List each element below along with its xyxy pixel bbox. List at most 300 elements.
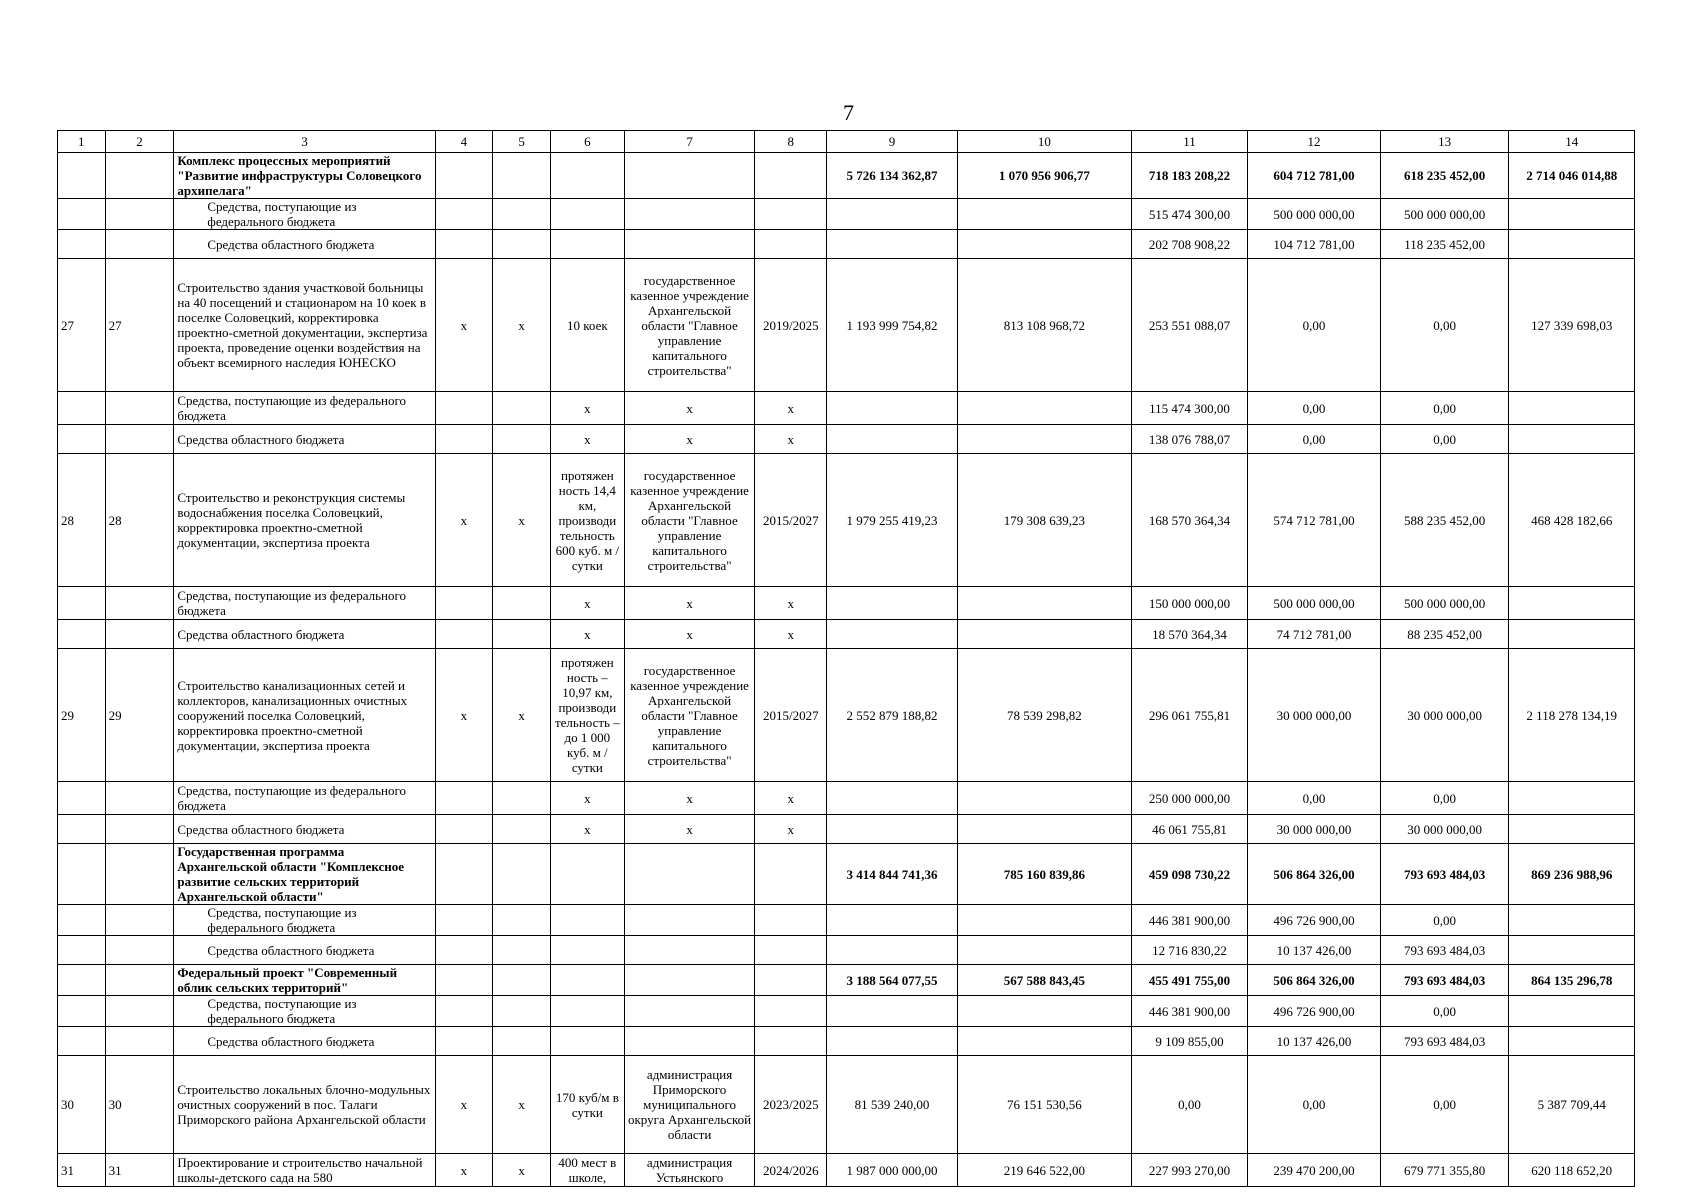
empty-cell (493, 905, 551, 936)
empty-cell (827, 425, 958, 454)
cell-col-10: 1 070 956 906,77 (957, 153, 1131, 199)
empty-cell (105, 620, 174, 649)
cell-col-13: 679 771 355,80 (1380, 1154, 1509, 1187)
empty-cell (435, 965, 493, 996)
cell-col-11: 446 381 900,00 (1131, 905, 1247, 936)
empty-cell (58, 905, 106, 936)
cell-col-3: Строительство локальных блочно-модульных очистных сооружений в пос. Талаги Приморского района Архангельской области (174, 1056, 435, 1154)
empty-cell (550, 199, 624, 230)
cell-col-13: 88 235 452,00 (1380, 620, 1509, 649)
cell-col-1: 30 (58, 1056, 106, 1154)
empty-cell (105, 996, 174, 1027)
cell-col-11: 150 000 000,00 (1131, 587, 1247, 620)
page-number: 7 (843, 100, 854, 125)
empty-cell (624, 965, 755, 996)
empty-cell (957, 587, 1131, 620)
item-row (58, 1154, 1635, 1187)
item-row (58, 1056, 1635, 1154)
cell-col-9: 3 414 844 741,36 (827, 844, 958, 905)
cell-col-13: 588 235 452,00 (1380, 454, 1509, 587)
cell-col-6: х (550, 815, 624, 844)
cell-col-8: х (755, 815, 827, 844)
cell-col-12: 0,00 (1248, 392, 1381, 425)
cell-col-2: 27 (105, 259, 174, 392)
source-row (58, 1027, 1635, 1056)
cell-col-14: 468 428 182,66 (1509, 454, 1635, 587)
empty-cell (827, 587, 958, 620)
cell-col-3: Строительство канализационных сетей и коллекторов, канализационных очистных сооружений поселка Соловецкий, корректировка проектно-сметной документации, экспертиза проекта (174, 649, 435, 782)
cell-col-11: 18 570 364,34 (1131, 620, 1247, 649)
cell-col-6: х (550, 620, 624, 649)
empty-cell (624, 936, 755, 965)
item-row (58, 649, 1635, 782)
empty-cell (105, 199, 174, 230)
empty-cell (550, 905, 624, 936)
cell-col-3: Комплекс процессных мероприятий "Развитие инфраструктуры Соловецкого архипелага" (174, 153, 435, 199)
empty-cell (58, 230, 106, 259)
empty-cell (58, 844, 106, 905)
cell-col-13: 118 235 452,00 (1380, 230, 1509, 259)
cell-col-6: протяжен ность 14,4 км, производи тельность 600 куб. м / сутки (550, 454, 624, 587)
empty-cell (1509, 230, 1635, 259)
empty-cell (957, 996, 1131, 1027)
cell-col-12: 0,00 (1248, 259, 1381, 392)
cell-col-8: х (755, 782, 827, 815)
cell-col-5: х (493, 259, 551, 392)
header-cell: 2 (105, 131, 174, 153)
cell-col-11: 227 993 270,00 (1131, 1154, 1247, 1187)
cell-col-12: 0,00 (1248, 425, 1381, 454)
empty-cell (435, 905, 493, 936)
item-row (58, 259, 1635, 392)
empty-cell (624, 153, 755, 199)
empty-cell (624, 844, 755, 905)
cell-col-13: 0,00 (1380, 905, 1509, 936)
cell-col-3: Федеральный проект "Современный облик сельских территорий" (174, 965, 435, 996)
cell-col-12: 239 470 200,00 (1248, 1154, 1381, 1187)
empty-cell (105, 815, 174, 844)
empty-cell (827, 996, 958, 1027)
cell-col-7: администрация Приморского муниципального округа Архангельской области (624, 1056, 755, 1154)
cell-col-6: 170 куб/м в сутки (550, 1056, 624, 1154)
empty-cell (1509, 620, 1635, 649)
empty-cell (624, 905, 755, 936)
source-row (58, 996, 1635, 1027)
empty-cell (1509, 815, 1635, 844)
empty-cell (755, 996, 827, 1027)
cell-col-12: 30 000 000,00 (1248, 815, 1381, 844)
header-cell: 10 (957, 131, 1131, 153)
cell-col-11: 455 491 755,00 (1131, 965, 1247, 996)
subsrc-row (58, 425, 1635, 454)
empty-cell (624, 230, 755, 259)
empty-cell (58, 936, 106, 965)
empty-cell (493, 392, 551, 425)
empty-cell (1509, 425, 1635, 454)
cell-col-14: 127 339 698,03 (1509, 259, 1635, 392)
header-cell: 1 (58, 131, 106, 153)
cell-col-14: 5 387 709,44 (1509, 1056, 1635, 1154)
empty-cell (957, 1027, 1131, 1056)
cell-col-3: Средства, поступающие из федерального бюджета (174, 587, 435, 620)
empty-cell (435, 587, 493, 620)
cell-col-8: х (755, 425, 827, 454)
cell-col-4: х (435, 454, 493, 587)
empty-cell (493, 425, 551, 454)
cell-col-6: 10 коек (550, 259, 624, 392)
empty-cell (58, 620, 106, 649)
cell-col-1: 28 (58, 454, 106, 587)
empty-cell (435, 620, 493, 649)
cell-col-13: 793 693 484,03 (1380, 936, 1509, 965)
cell-col-12: 0,00 (1248, 1056, 1381, 1154)
cell-col-3: Средства областного бюджета (174, 230, 435, 259)
empty-cell (755, 230, 827, 259)
empty-cell (58, 815, 106, 844)
cell-col-13: 793 693 484,03 (1380, 844, 1509, 905)
empty-cell (435, 392, 493, 425)
cell-col-10: 78 539 298,82 (957, 649, 1131, 782)
cell-col-3: Проектирование и строительство начальной школы-детского сада на 580 (174, 1154, 435, 1187)
cell-col-3: Средства областного бюджета (174, 620, 435, 649)
cell-col-11: 138 076 788,07 (1131, 425, 1247, 454)
cell-col-12: 10 137 426,00 (1248, 936, 1381, 965)
subsrc-row (58, 782, 1635, 815)
empty-cell (58, 965, 106, 996)
cell-col-6: х (550, 425, 624, 454)
cell-col-10: 219 646 522,00 (957, 1154, 1131, 1187)
header-cell: 5 (493, 131, 551, 153)
cell-col-14: 2 714 046 014,88 (1509, 153, 1635, 199)
cell-col-12: 574 712 781,00 (1248, 454, 1381, 587)
empty-cell (435, 936, 493, 965)
empty-cell (755, 905, 827, 936)
cell-col-9: 81 539 240,00 (827, 1056, 958, 1154)
empty-cell (755, 844, 827, 905)
empty-cell (827, 782, 958, 815)
cell-col-9: 1 979 255 419,23 (827, 454, 958, 587)
cell-col-13: 0,00 (1380, 782, 1509, 815)
empty-cell (1509, 996, 1635, 1027)
cell-col-4: х (435, 1056, 493, 1154)
cell-col-4: х (435, 649, 493, 782)
empty-cell (755, 153, 827, 199)
empty-cell (105, 782, 174, 815)
empty-cell (957, 230, 1131, 259)
empty-cell (1509, 782, 1635, 815)
cell-col-14: 864 135 296,78 (1509, 965, 1635, 996)
empty-cell (1509, 905, 1635, 936)
source-row (58, 199, 1635, 230)
section-row (58, 153, 1635, 199)
cell-col-5: х (493, 1056, 551, 1154)
empty-cell (957, 425, 1131, 454)
header-cell: 9 (827, 131, 958, 153)
cell-col-3: Средства, поступающие из федерального бюджета (174, 905, 435, 936)
empty-cell (755, 965, 827, 996)
cell-col-12: 500 000 000,00 (1248, 587, 1381, 620)
section-row (58, 844, 1635, 905)
source-row (58, 905, 1635, 936)
empty-cell (1509, 936, 1635, 965)
empty-cell (957, 815, 1131, 844)
cell-col-7: государственное казенное учреждение Архангельской области "Главное управление капитального строительства" (624, 454, 755, 587)
cell-col-12: 0,00 (1248, 782, 1381, 815)
empty-cell (1509, 199, 1635, 230)
empty-cell (493, 620, 551, 649)
source-row (58, 936, 1635, 965)
empty-cell (957, 620, 1131, 649)
header-cell: 14 (1509, 131, 1635, 153)
empty-cell (1509, 1027, 1635, 1056)
cell-col-8: 2023/2025 (755, 1056, 827, 1154)
empty-cell (435, 782, 493, 815)
section-row (58, 965, 1635, 996)
cell-col-8: 2024/2026 (755, 1154, 827, 1187)
cell-col-11: 250 000 000,00 (1131, 782, 1247, 815)
cell-col-8: х (755, 620, 827, 649)
empty-cell (957, 782, 1131, 815)
cell-col-10: 813 108 968,72 (957, 259, 1131, 392)
empty-cell (493, 996, 551, 1027)
empty-cell (58, 996, 106, 1027)
empty-cell (435, 815, 493, 844)
empty-cell (58, 782, 106, 815)
cell-col-6: х (550, 392, 624, 425)
cell-col-11: 9 109 855,00 (1131, 1027, 1247, 1056)
cell-col-2: 30 (105, 1056, 174, 1154)
header-cell: 6 (550, 131, 624, 153)
cell-col-11: 296 061 755,81 (1131, 649, 1247, 782)
empty-cell (435, 1027, 493, 1056)
cell-col-3: Строительство и реконструкция системы водоснабжения поселка Соловецкий, корректировка проектно-сметной документации, экспертиза проекта (174, 454, 435, 587)
empty-cell (105, 965, 174, 996)
empty-cell (493, 230, 551, 259)
cell-col-12: 30 000 000,00 (1248, 649, 1381, 782)
cell-col-12: 74 712 781,00 (1248, 620, 1381, 649)
cell-col-13: 500 000 000,00 (1380, 199, 1509, 230)
empty-cell (58, 392, 106, 425)
cell-col-6: протяжен ность – 10,97 км, производи тельность – до 1 000 куб. м / сутки (550, 649, 624, 782)
header-row (58, 131, 1635, 153)
empty-cell (957, 936, 1131, 965)
empty-cell (493, 587, 551, 620)
cell-col-2: 29 (105, 649, 174, 782)
cell-col-10: 567 588 843,45 (957, 965, 1131, 996)
cell-col-12: 496 726 900,00 (1248, 905, 1381, 936)
empty-cell (58, 587, 106, 620)
empty-cell (827, 1027, 958, 1056)
empty-cell (493, 1027, 551, 1056)
subsrc-row (58, 620, 1635, 649)
subsrc-row (58, 815, 1635, 844)
empty-cell (105, 1027, 174, 1056)
cell-col-3: Средства областного бюджета (174, 1027, 435, 1056)
empty-cell (493, 153, 551, 199)
cell-col-13: 30 000 000,00 (1380, 649, 1509, 782)
cell-col-10: 785 160 839,86 (957, 844, 1131, 905)
header-cell: 8 (755, 131, 827, 153)
cell-col-13: 793 693 484,03 (1380, 1027, 1509, 1056)
cell-col-9: 1 193 999 754,82 (827, 259, 958, 392)
empty-cell (435, 844, 493, 905)
cell-col-8: 2019/2025 (755, 259, 827, 392)
empty-cell (435, 996, 493, 1027)
cell-col-12: 506 864 326,00 (1248, 844, 1381, 905)
empty-cell (957, 199, 1131, 230)
cell-col-7: администрация Устьянского (624, 1154, 755, 1187)
cell-col-12: 506 864 326,00 (1248, 965, 1381, 996)
cell-col-7: х (624, 425, 755, 454)
empty-cell (1509, 587, 1635, 620)
empty-cell (58, 1027, 106, 1056)
cell-col-8: 2015/2027 (755, 649, 827, 782)
cell-col-13: 793 693 484,03 (1380, 965, 1509, 996)
cell-col-3: Средства, поступающие из федерального бюджета (174, 392, 435, 425)
empty-cell (827, 620, 958, 649)
empty-cell (755, 1027, 827, 1056)
cell-col-10: 76 151 530,56 (957, 1056, 1131, 1154)
cell-col-8: х (755, 587, 827, 620)
empty-cell (1509, 392, 1635, 425)
empty-cell (827, 815, 958, 844)
cell-col-12: 496 726 900,00 (1248, 996, 1381, 1027)
cell-col-1: 31 (58, 1154, 106, 1187)
cell-col-14: 620 118 652,20 (1509, 1154, 1635, 1187)
cell-col-7: х (624, 782, 755, 815)
empty-cell (827, 199, 958, 230)
cell-col-13: 500 000 000,00 (1380, 587, 1509, 620)
cell-col-13: 0,00 (1380, 996, 1509, 1027)
cell-col-13: 618 235 452,00 (1380, 153, 1509, 199)
cell-col-3: Средства областного бюджета (174, 936, 435, 965)
empty-cell (435, 230, 493, 259)
empty-cell (550, 996, 624, 1027)
cell-col-11: 46 061 755,81 (1131, 815, 1247, 844)
cell-col-7: государственное казенное учреждение Архангельской области "Главное управление капитального строительства" (624, 259, 755, 392)
cell-col-11: 168 570 364,34 (1131, 454, 1247, 587)
cell-col-12: 500 000 000,00 (1248, 199, 1381, 230)
empty-cell (624, 199, 755, 230)
empty-cell (755, 936, 827, 965)
cell-col-13: 0,00 (1380, 392, 1509, 425)
empty-cell (755, 199, 827, 230)
cell-col-11: 202 708 908,22 (1131, 230, 1247, 259)
empty-cell (435, 153, 493, 199)
empty-cell (105, 587, 174, 620)
cell-col-12: 604 712 781,00 (1248, 153, 1381, 199)
item-row (58, 454, 1635, 587)
cell-col-11: 0,00 (1131, 1056, 1247, 1154)
header-cell: 11 (1131, 131, 1247, 153)
cell-col-3: Средства, поступающие из федерального бюджета (174, 782, 435, 815)
empty-cell (105, 153, 174, 199)
empty-cell (105, 392, 174, 425)
header-cell: 12 (1248, 131, 1381, 153)
empty-cell (827, 905, 958, 936)
cell-col-5: х (493, 1154, 551, 1187)
cell-col-14: 2 118 278 134,19 (1509, 649, 1635, 782)
empty-cell (957, 392, 1131, 425)
empty-cell (550, 844, 624, 905)
empty-cell (624, 1027, 755, 1056)
header-cell: 3 (174, 131, 435, 153)
cell-col-14: 869 236 988,96 (1509, 844, 1635, 905)
empty-cell (550, 965, 624, 996)
empty-cell (435, 199, 493, 230)
cell-col-1: 29 (58, 649, 106, 782)
cell-col-13: 30 000 000,00 (1380, 815, 1509, 844)
empty-cell (827, 936, 958, 965)
empty-cell (435, 425, 493, 454)
cell-col-13: 0,00 (1380, 259, 1509, 392)
cell-col-7: х (624, 392, 755, 425)
empty-cell (493, 782, 551, 815)
cell-col-11: 12 716 830,22 (1131, 936, 1247, 965)
cell-col-11: 718 183 208,22 (1131, 153, 1247, 199)
cell-col-5: х (493, 454, 551, 587)
cell-col-12: 10 137 426,00 (1248, 1027, 1381, 1056)
cell-col-9: 3 188 564 077,55 (827, 965, 958, 996)
cell-col-12: 104 712 781,00 (1248, 230, 1381, 259)
cell-col-11: 515 474 300,00 (1131, 199, 1247, 230)
cell-col-9: 5 726 134 362,87 (827, 153, 958, 199)
cell-col-7: х (624, 620, 755, 649)
cell-col-11: 459 098 730,22 (1131, 844, 1247, 905)
cell-col-7: х (624, 815, 755, 844)
cell-col-2: 28 (105, 454, 174, 587)
cell-col-3: Государственная программа Архангельской области "Комплексное развитие сельских территорий Архангельской области" (174, 844, 435, 905)
empty-cell (493, 965, 551, 996)
cell-col-3: Средства областного бюджета (174, 815, 435, 844)
cell-col-1: 27 (58, 259, 106, 392)
cell-col-8: х (755, 392, 827, 425)
empty-cell (493, 936, 551, 965)
cell-col-2: 31 (105, 1154, 174, 1187)
empty-cell (493, 815, 551, 844)
empty-cell (105, 844, 174, 905)
empty-cell (58, 425, 106, 454)
cell-col-7: х (624, 587, 755, 620)
header-cell: 4 (435, 131, 493, 153)
cell-col-6: х (550, 587, 624, 620)
cell-col-3: Средства, поступающие из федерального бюджета (174, 199, 435, 230)
source-row (58, 230, 1635, 259)
cell-col-3: Средства областного бюджета (174, 425, 435, 454)
cell-col-9: 2 552 879 188,82 (827, 649, 958, 782)
subsrc-row (58, 392, 1635, 425)
cell-col-13: 0,00 (1380, 425, 1509, 454)
empty-cell (493, 199, 551, 230)
cell-col-11: 115 474 300,00 (1131, 392, 1247, 425)
empty-cell (827, 230, 958, 259)
cell-col-6: 400 мест в школе, (550, 1154, 624, 1187)
empty-cell (493, 844, 551, 905)
cell-col-4: х (435, 1154, 493, 1187)
cell-col-7: государственное казенное учреждение Архангельской области "Главное управление капитального строительства" (624, 649, 755, 782)
empty-cell (550, 153, 624, 199)
cell-col-11: 253 551 088,07 (1131, 259, 1247, 392)
cell-col-13: 0,00 (1380, 1056, 1509, 1154)
budget-table (57, 130, 1635, 1187)
empty-cell (105, 425, 174, 454)
cell-col-9: 1 987 000 000,00 (827, 1154, 958, 1187)
cell-col-10: 179 308 639,23 (957, 454, 1131, 587)
cell-col-11: 446 381 900,00 (1131, 996, 1247, 1027)
empty-cell (105, 230, 174, 259)
empty-cell (550, 230, 624, 259)
empty-cell (105, 936, 174, 965)
